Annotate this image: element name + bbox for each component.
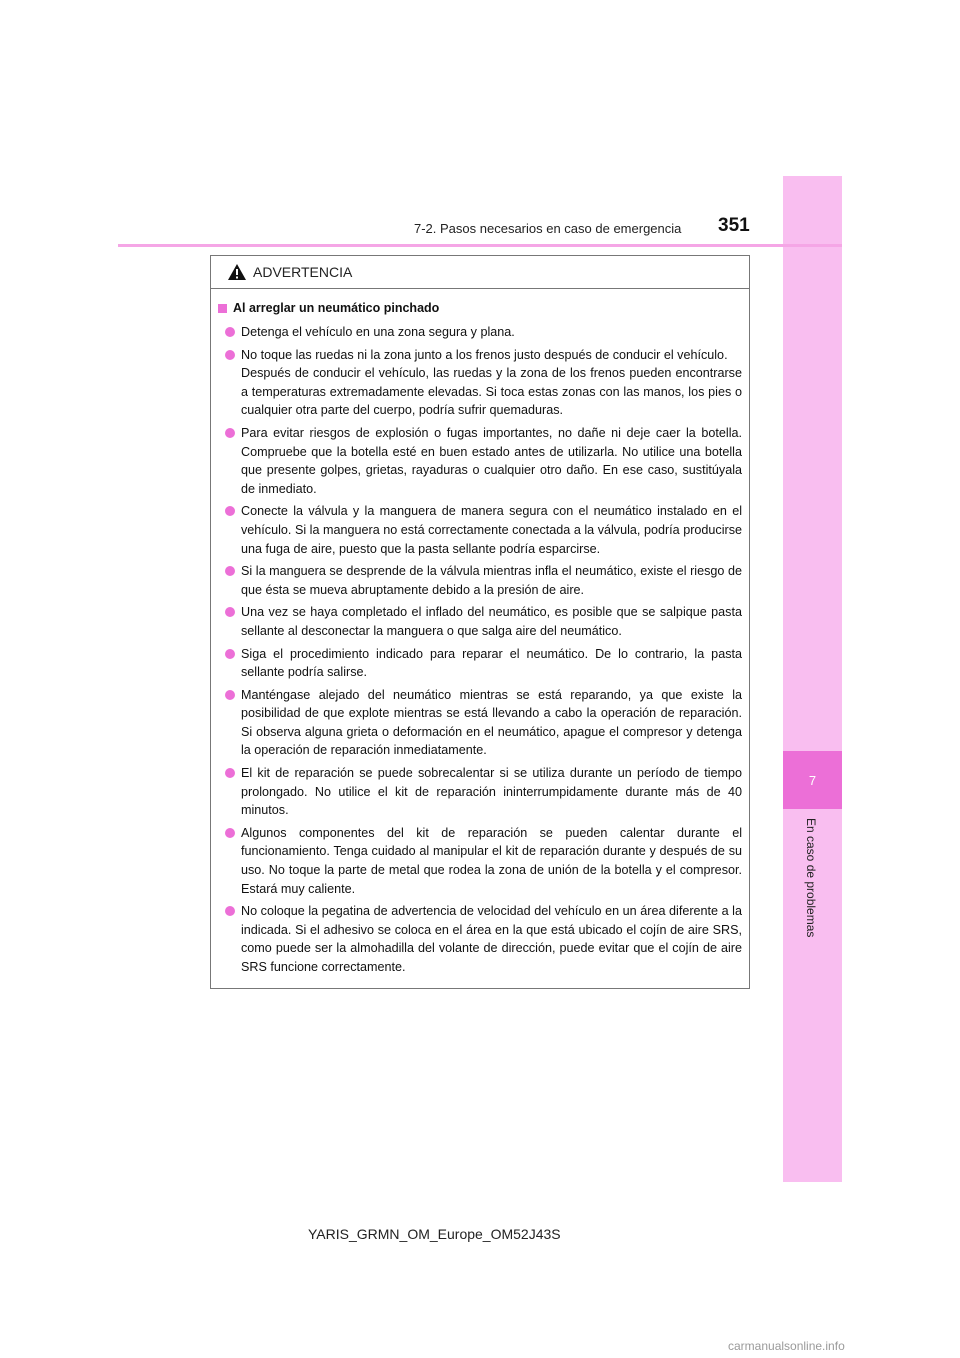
- list-item-text: No toque las ruedas ni la zona junto a los frenos justo después de conducir el vehículo.: [241, 347, 728, 362]
- bullet-dot-icon: [225, 506, 235, 516]
- list-item-text: El kit de reparación se puede sobrecalentar si se utiliza durante un período de tiempo prolongado. No utilice el kit de reparación ininterrumpidamente durante más de 40 minutos.: [241, 766, 742, 818]
- list-item: [218, 323, 742, 342]
- warning-subheading: [218, 301, 742, 315]
- watermark: carmanualsonline.info: [728, 1339, 845, 1353]
- square-bullet-icon: [218, 304, 227, 313]
- warning-title: ADVERTENCIA: [253, 264, 353, 280]
- header-divider: [118, 244, 842, 247]
- list-item: [218, 764, 742, 820]
- list-item-text: Para evitar riesgos de explosión o fugas importantes, no dañe ni deje caer la botella. Compruebe que la botella esté en buen estado antes de utilizarla. No utilice una botella que presente golpes, grietas, rayaduras o cualquier otro daño. En ese caso, sustitúyala de inmediato.: [241, 425, 742, 496]
- bullet-dot-icon: [225, 828, 235, 838]
- chapter-side-tab: [783, 176, 842, 1182]
- chapter-number-badge: 7: [783, 751, 842, 809]
- section-title: 7-2. Pasos necesarios en caso de emergencia: [414, 221, 682, 236]
- warning-body: [211, 289, 749, 977]
- bullet-dot-icon: [225, 690, 235, 700]
- warning-triangle-icon: [227, 263, 247, 281]
- list-item: [218, 424, 742, 498]
- document-code: YARIS_GRMN_OM_Europe_OM52J43S: [308, 1226, 561, 1242]
- list-item-text-continued: Después de conducir el vehículo, las ruedas y la zona de los frenos pueden encontrarse a temperaturas extremadamente elevadas. Si toca estas zonas con las manos, los pies o cualquier otra parte del cuerpo, podría sufrir quemaduras.: [241, 366, 742, 418]
- list-item-text: Una vez se haya completado el inflado del neumático, es posible que se salpique pasta sellante al desconectar la manguera o que salga aire del neumático.: [241, 605, 742, 638]
- list-item-text: No coloque la pegatina de advertencia de velocidad del vehículo en un área diferente a la indicada. Si el adhesivo se coloca en el área en la que está ubicado el cojín de aire SRS, como puede ser la almohadilla del volante de dirección, puede evitar que el cojín de aire SRS funcione correctamente.: [241, 904, 742, 974]
- list-item: [218, 603, 742, 640]
- bullet-dot-icon: [225, 607, 235, 617]
- list-item: [218, 346, 742, 420]
- list-item: [218, 902, 742, 976]
- warning-box: [210, 255, 750, 989]
- warning-subheading-text: Al arreglar un neumático pinchado: [233, 301, 440, 315]
- list-item-text: Algunos componentes del kit de reparación se pueden calentar durante el funcionamiento. Tenga cuidado al manipular el kit de reparación durante y después de su uso. No toque la parte de metal que rodea la zona de unión de la botella y el compresor. Estará muy caliente.: [241, 825, 742, 896]
- list-item-text: Conecte la válvula y la manguera de manera segura con el neumático instalado en el vehículo. Si la manguera no está correctamente conectada a la válvula, podría producirse una fuga de aire, puesto que la pasta sellante podría esparcirse.: [241, 504, 742, 556]
- bullet-dot-icon: [225, 327, 235, 337]
- list-item-text: Siga el procedimiento indicado para reparar el neumático. De lo contrario, la pasta sellante podría salirse.: [241, 646, 742, 680]
- list-item-text: Si la manguera se desprende de la válvula mientras infla el neumático, existe el riesgo de que ésta se mueva abruptamente debido a la presión de aire.: [241, 564, 742, 597]
- bullet-dot-icon: [225, 428, 235, 438]
- list-item-text: Manténgase alejado del neumático mientras se está reparando, ya que existe la posibilidad de que explote mientras se está llevando a cabo la operación de reparación. Si observa alguna grieta o deformación en el neumático, apague el compresor y detenga la operación de reparación inmediatamente.: [241, 687, 742, 758]
- bullet-dot-icon: [225, 768, 235, 778]
- list-item: [218, 502, 742, 558]
- warning-list: [218, 323, 742, 977]
- bullet-dot-icon: [225, 906, 235, 916]
- bullet-dot-icon: [225, 649, 235, 659]
- bullet-dot-icon: [225, 566, 235, 576]
- list-item: [218, 645, 742, 682]
- list-item: [218, 562, 742, 599]
- page-number: 351: [718, 215, 750, 236]
- bullet-dot-icon: [225, 350, 235, 360]
- list-item: [218, 686, 742, 760]
- list-item: [218, 824, 742, 898]
- chapter-label: En caso de problemas: [804, 818, 818, 938]
- list-item-text: Detenga el vehículo en una zona segura y plana.: [241, 325, 515, 339]
- warning-header: [211, 256, 749, 289]
